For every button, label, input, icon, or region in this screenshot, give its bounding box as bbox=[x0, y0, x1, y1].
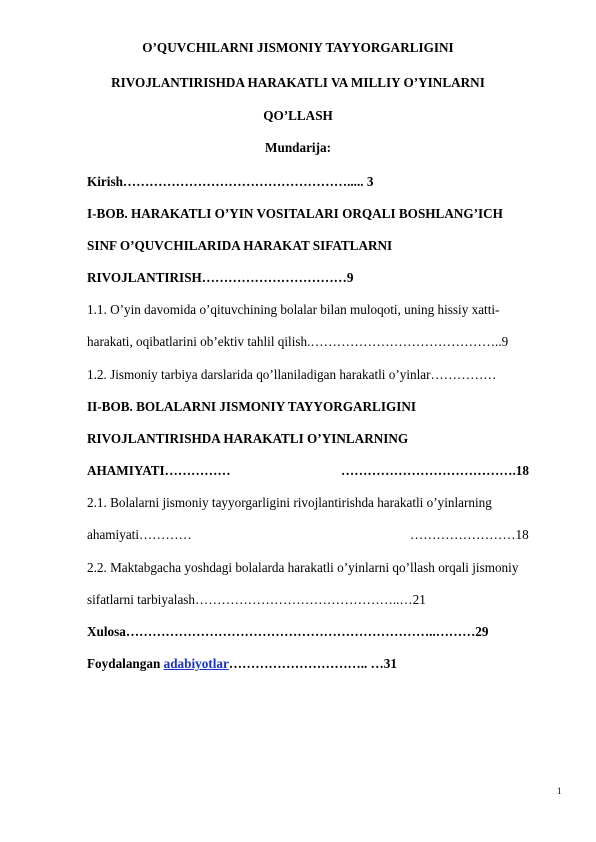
title-line-3: QO’LLASH bbox=[263, 108, 333, 123]
toc-chapter2-line3b: ………………………………….18 bbox=[341, 463, 529, 478]
toc-section-1-1-line2: harakati, oqibatlarini ob’ektiv tahlil qilish.……………………………………..9 bbox=[87, 334, 509, 349]
toc-chapter1-line2: SINF O’QUVCHILARIDA HARAKAT SIFATLARNI bbox=[87, 238, 393, 253]
toc-section-2-2-line2: sifatlarni tarbiyalash………………………………………..…21 bbox=[87, 592, 426, 607]
toc-section-1-2: 1.2. Jismoniy tarbiya darslarida qo’llaniladigan harakatli o’yinlar…………… bbox=[87, 367, 497, 382]
references-link[interactable]: adabiyotlar bbox=[163, 656, 229, 671]
toc-section-2-1-line1: 2.1. Bolalarni jismoniy tayyorgarligini rivojlantirishda harakatli o’yinlarning bbox=[87, 495, 492, 510]
contents-heading: Mundarija: bbox=[265, 140, 331, 155]
toc-section-2-1-line2b: ……………………18 bbox=[410, 527, 529, 542]
title-line-1: O’QUVCHILARNI JISMONIY TAYYORGARLIGINI bbox=[142, 40, 454, 55]
toc-entry-kirish: Kirish……………………………………………..... 3 bbox=[87, 174, 374, 189]
toc-chapter2-line2: RIVOJLANTIRISHDA HARAKATLI O’YINLARNING bbox=[87, 431, 409, 446]
toc-section-2-2-line1: 2.2. Maktabgacha yoshdagi bolalarda harakatli o’yinlarni qo’llash orqali jismoniy bbox=[87, 560, 519, 575]
references-prefix: Foydalangan bbox=[87, 656, 164, 671]
toc-section-1-1-line1: 1.1. O’yin davomida o’qituvchining bolalar bilan muloqoti, uning hissiy xatti- bbox=[87, 302, 500, 317]
toc-chapter2-line3a: AHAMIYATI…………… bbox=[87, 463, 231, 478]
toc-section-2-1-line2a: ahamiyati………… bbox=[87, 527, 192, 542]
toc-chapter1-line3: RIVOJLANTIRISH……………………………9 bbox=[87, 270, 354, 285]
toc-chapter2-line1: II-BOB. BOLALARNI JISMONIY TAYYORGARLIGINI bbox=[87, 399, 417, 414]
title-line-2: RIVOJLANTIRISHDA HARAKATLI VA MILLIY O’YINLARNI bbox=[111, 75, 485, 90]
toc-entry-references bbox=[87, 656, 397, 672]
toc-entry-xulosa: Xulosa……………………………………………………………..………29 bbox=[87, 624, 489, 639]
toc-chapter1-line1: I-BOB. HARAKATLI O’YIN VOSITALARI ORQALI BOSHLANG’ICH bbox=[87, 206, 503, 221]
references-dots: ………………………….. …31 bbox=[228, 656, 397, 671]
page-number: 1 bbox=[557, 786, 562, 796]
